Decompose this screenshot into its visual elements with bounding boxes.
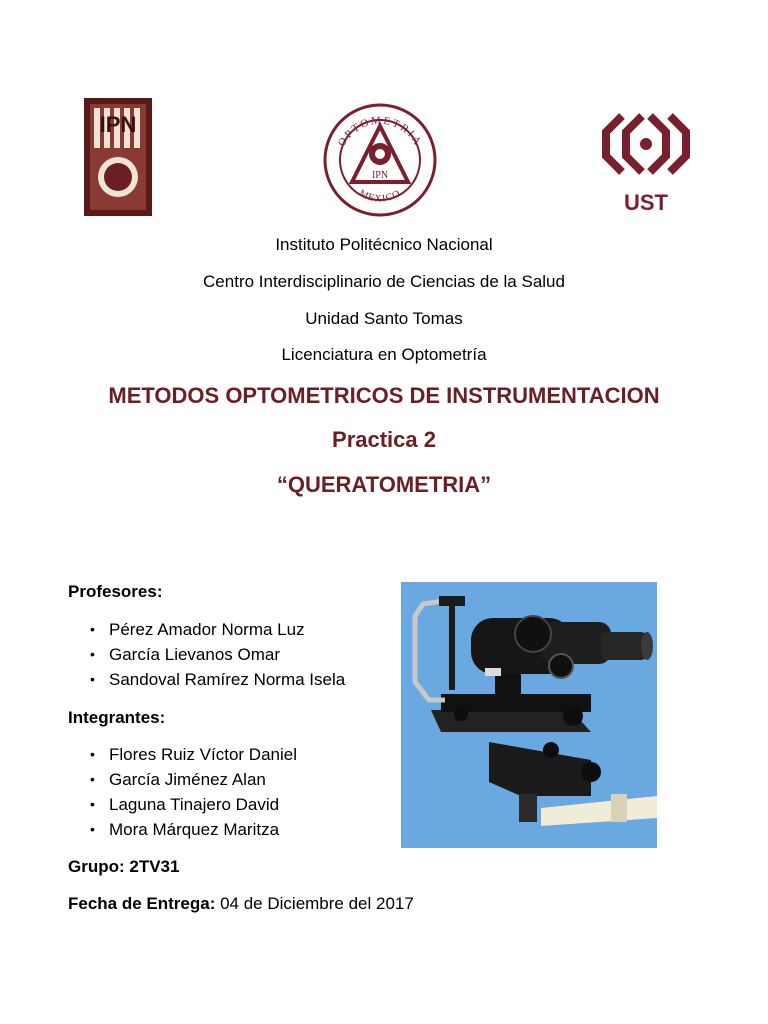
group-label: Grupo: 2TV31	[68, 857, 180, 876]
delivery-label: Fecha de Entrega:	[68, 894, 216, 913]
bullet-icon: •	[90, 671, 95, 687]
member-name: Flores Ruiz Víctor Daniel	[109, 745, 298, 764]
optometria-logo-middle-text: IPN	[371, 170, 389, 181]
optometria-logo-bottom-text: MEXICO	[357, 187, 403, 205]
bullet-icon: •	[90, 771, 95, 787]
ust-logo	[592, 104, 700, 216]
members-label: Integrantes:	[68, 708, 166, 727]
ipn-logo	[74, 92, 162, 224]
ipn-logo-text: IPN	[99, 112, 137, 137]
practice-subject: “QUERATOMETRIA”	[276, 472, 492, 497]
list-item	[68, 767, 297, 792]
list-item	[68, 742, 297, 767]
professor-name: García Lievanos Omar	[109, 645, 281, 664]
center-name: Centro Interdisciplinario de Ciencias de la Salud	[203, 272, 565, 291]
member-name: García Jiménez Alan	[109, 770, 266, 789]
delivery-date	[68, 894, 414, 914]
list-item	[68, 667, 345, 692]
bullet-icon: •	[90, 821, 95, 837]
ust-logo-text: UST	[624, 190, 668, 215]
members-list	[68, 742, 297, 842]
list-item	[68, 817, 297, 842]
keratometer-photo	[401, 582, 657, 848]
delivery-value: 04 de Diciembre del 2017	[215, 894, 414, 913]
member-name: Laguna Tinajero David	[109, 795, 280, 814]
bullet-icon: •	[90, 796, 95, 812]
member-name: Mora Márquez Maritza	[109, 820, 280, 839]
bullet-icon: •	[90, 746, 95, 762]
bullet-icon: •	[90, 621, 95, 637]
professor-name: Sandoval Ramírez Norma Isela	[109, 670, 346, 689]
practice-number: Practica 2	[332, 427, 436, 452]
degree-name: Licenciatura en Optometría	[281, 345, 487, 364]
bullet-icon: •	[90, 646, 95, 662]
professors-label: Profesores:	[68, 582, 163, 601]
unit-name: Unidad Santo Tomas	[305, 309, 463, 328]
professors-list	[68, 617, 345, 692]
institution-name: Instituto Politécnico Nacional	[275, 235, 493, 254]
list-item	[68, 792, 297, 817]
optometria-logo-top-text: OPTOMETRIA	[335, 114, 425, 149]
list-item	[68, 642, 345, 667]
optometria-logo	[322, 102, 438, 218]
professor-name: Pérez Amador Norma Luz	[109, 620, 305, 639]
course-title: METODOS OPTOMETRICOS DE INSTRUMENTACION	[108, 383, 660, 408]
list-item	[68, 617, 345, 642]
